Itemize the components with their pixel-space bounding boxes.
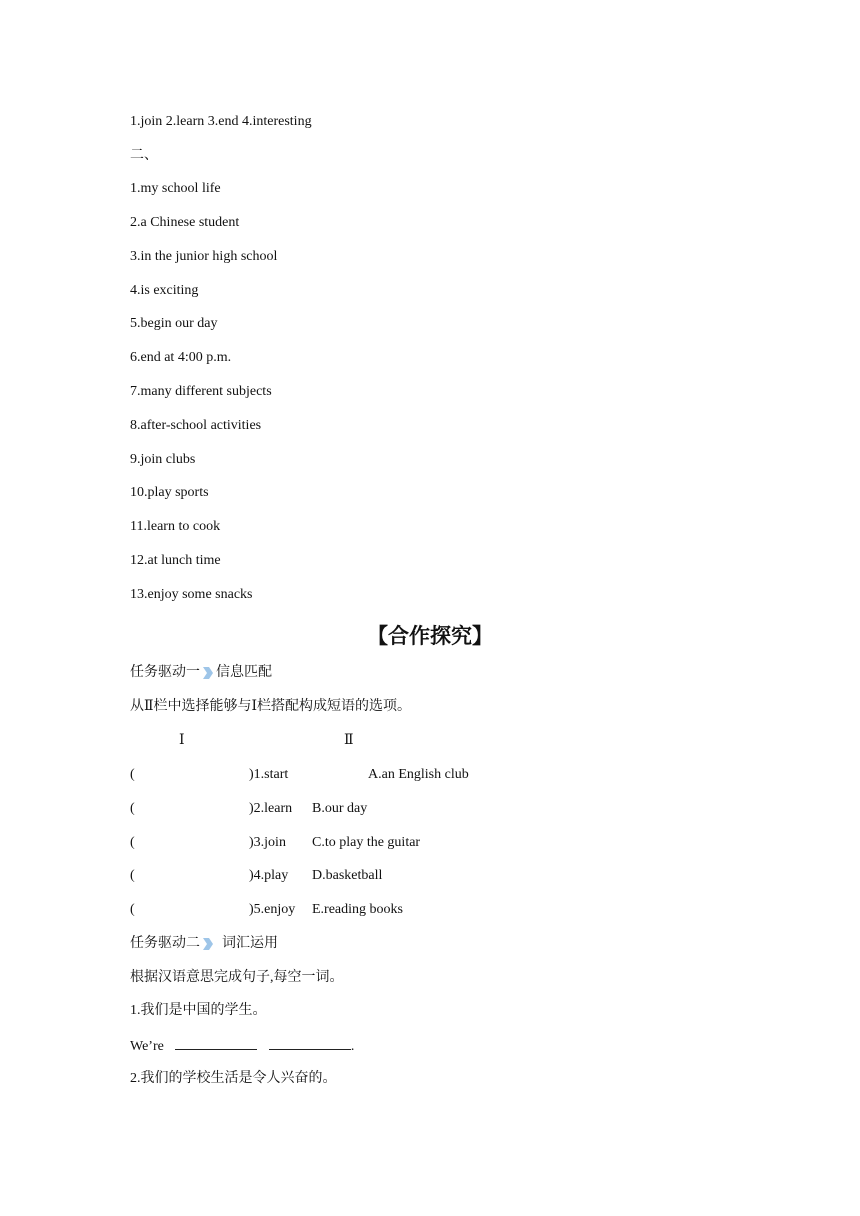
task2-instruction: 根据汉语意思完成句子,每空一词。 [130,970,344,985]
answer-item: 1.my school life [130,181,221,196]
answer-item: 7.many different subjects [130,384,272,399]
task2-header [130,934,278,954]
answer-item: 3.in the junior high school [130,249,278,264]
section-heading: 【合作探究】 [367,624,493,648]
answer-blank-1[interactable] [175,1035,257,1050]
matching-item: )1.start [249,767,289,782]
matching-item: )2.learn [249,801,293,816]
answer-paren-open: ( [130,868,135,883]
question-1-answer-line [130,1035,354,1057]
matching-option: B.our day [312,801,368,816]
matching-item: )3.join [249,835,286,850]
answer-item: 5.begin our day [130,316,218,331]
task1-instruction: 从Ⅱ栏中选择能够与Ⅰ栏搭配构成短语的选项。 [130,699,412,714]
matching-option: C.to play the guitar [312,835,421,850]
column-header-2: Ⅱ [344,733,354,748]
matching-option: A.an English club [368,767,469,782]
matching-option: D.basketball [312,868,383,883]
matching-option: E.reading books [312,902,403,917]
answer-item: 6.end at 4:00 p.m. [130,350,232,365]
answer-item: 12.at lunch time [130,553,221,568]
answers-part1: 1.join 2.learn 3.end 4.interesting [130,114,312,129]
section2-marker: 二、 [130,148,158,163]
answer-blank-2[interactable] [269,1035,351,1050]
arrow-right-icon [202,937,214,951]
question-1: 1.我们是中国的学生。 [130,1003,267,1018]
answer-item: 10.play sports [130,485,209,500]
matching-item: )5.enjoy [249,902,296,917]
answer-item: 11.learn to cook [130,519,221,534]
answer-paren-open: ( [130,801,135,816]
arrow-right-icon [202,666,214,680]
matching-item: )4.play [249,868,289,883]
answer-prefix: We’re [130,1039,164,1054]
answer-item: 9.join clubs [130,452,196,467]
answer-paren-open: ( [130,902,135,917]
answer-item: 8.after-school activities [130,418,262,433]
answer-item: 2.a Chinese student [130,215,240,230]
task1-title: 信息匹配 [216,665,272,680]
answer-item: 13.enjoy some snacks [130,587,253,602]
column-header-1: Ⅰ [179,733,185,748]
sentence-end: . [350,1039,355,1054]
task1-header [130,663,272,683]
answer-item: 4.is exciting [130,283,199,298]
task2-prefix: 任务驱动二 [130,936,200,951]
answer-paren-open: ( [130,835,135,850]
task1-prefix: 任务驱动一 [130,665,200,680]
question-2: 2.我们的学校生活是令人兴奋的。 [130,1071,337,1086]
answer-paren-open: ( [130,767,135,782]
task2-title: 词汇运用 [222,936,278,951]
